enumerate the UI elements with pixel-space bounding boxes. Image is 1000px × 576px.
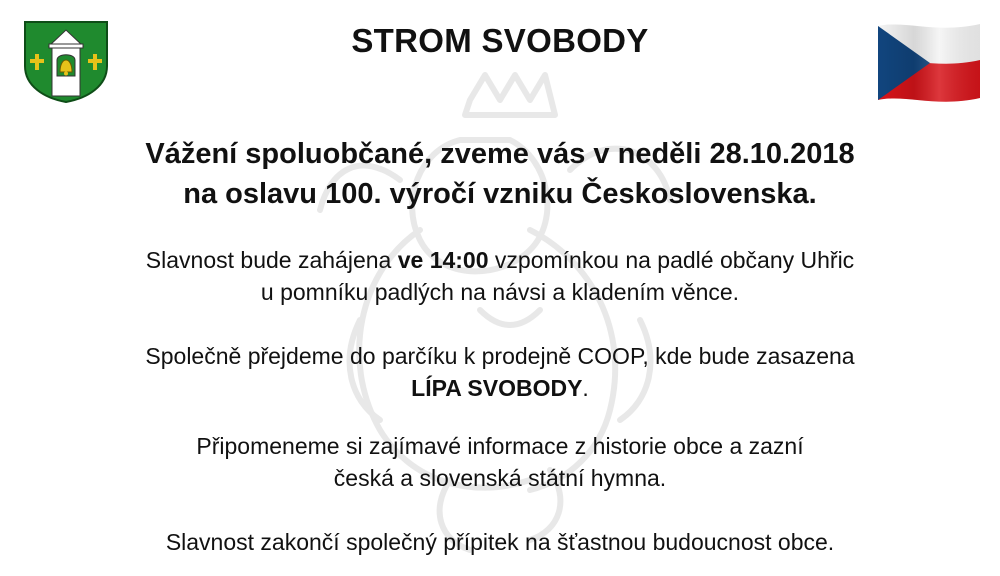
paragraph-opening-line-1 — [0, 244, 1000, 276]
paragraph-opening — [0, 244, 1000, 308]
history-line-2: česká a slovenská státní hymna. — [333, 465, 667, 491]
paragraph-history — [0, 430, 1000, 494]
history-line-1: Připomeneme si zajímavé informace z historie obce a zazní — [196, 433, 804, 459]
opening-text-end: vzpomínkou na padlé občany Uhřic — [488, 247, 855, 273]
opening-text-start: Slavnost bude zahájena — [145, 247, 398, 273]
start-time: ve 14:00 — [397, 247, 489, 273]
page-title: STROM SVOBODY — [351, 22, 649, 59]
lead-line-2: na oslavu 100. výročí vzniku Československa. — [183, 178, 817, 210]
tree-planting-line-1: Společně přejdeme do parčíku k prodejně COOP, kde bude zasazena — [145, 343, 855, 369]
paragraph-tree-planting — [0, 340, 1000, 404]
lead-line-1: Vážení spoluobčané, zveme vás v neděli 28.10.2018 — [145, 138, 855, 170]
invitation-lead — [0, 134, 1000, 214]
paragraph-closing — [0, 526, 1000, 558]
tree-name: LÍPA SVOBODY — [411, 375, 583, 401]
tree-planting-line-2 — [0, 372, 1000, 404]
paragraph-opening-line-2: u pomníku padlých na návsi a kladením věnce. — [260, 279, 740, 305]
closing-line: Slavnost zakončí společný přípitek na šťastnou budoucnost obce. — [165, 529, 835, 555]
tree-planting-period: . — [582, 375, 589, 401]
